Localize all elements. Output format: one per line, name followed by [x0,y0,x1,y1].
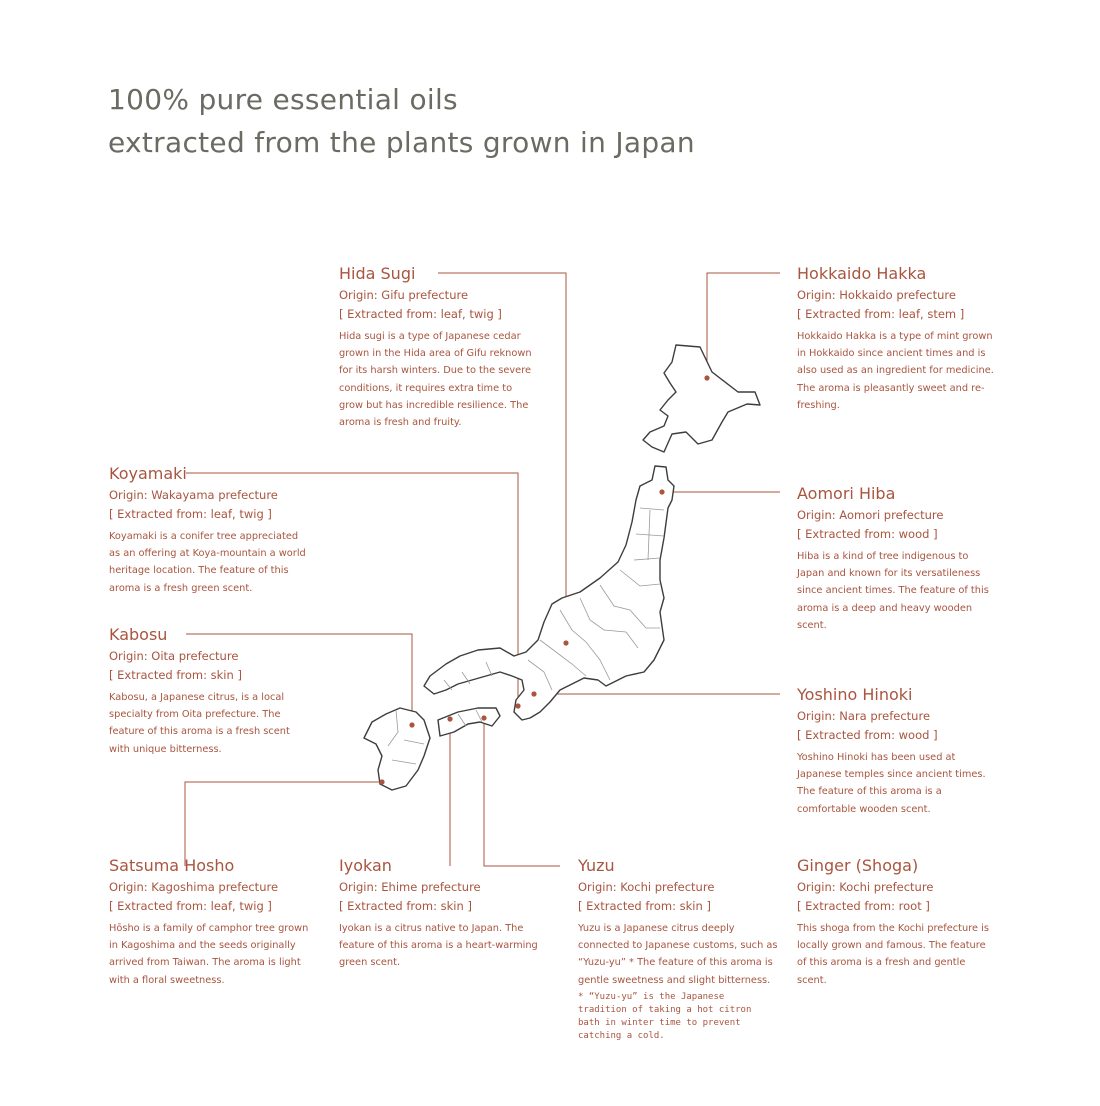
oil-name: Koyamaki [109,464,187,483]
shikoku-island [438,708,500,736]
oil-description: Hokkaido Hakka is a type of mint grown in Hokkaido since ancient times and is also used as an ingredient for medicine. The aroma is pleasantly sweet and re-freshing. [797,331,994,411]
oil-name: Hida Sugi [339,264,416,283]
oil-extracted-from: [ Extracted from: leaf, twig ] [109,899,272,913]
oil-name: Yoshino Hinoki [797,685,913,704]
oil-entry-ginger-shoga [797,856,995,989]
oil-description: Hiba is a kind of tree indigenous to Japan and known for its versatileness since ancient times. The feature of this aroma is a deep and heavy wooden scent. [797,551,989,631]
oil-origin: Origin: Aomori prefecture [797,508,944,522]
oil-description: Hōsho is a family of camphor tree grown in Kagoshima and the seeds originally arrived from Taiwan. The aroma is light with a floral sweetness. [109,923,309,986]
oil-extracted-from: [ Extracted from: root ] [797,899,930,913]
origin-dot-koyamaki [515,703,520,708]
oil-entry-koyamaki [109,464,309,597]
oil-extracted-from: [ Extracted from: leaf, stem ] [797,307,965,321]
connector-satsuma-hosho [185,782,382,866]
oil-entry-yoshino-hinoki [797,685,995,818]
oil-origin: Origin: Ehime prefecture [339,880,481,894]
origin-dot-kabosu [409,722,414,727]
oil-description: Iyokan is a citrus native to Japan. The feature of this aroma is a heart-warming green scent. [339,923,538,969]
honshu-island [424,466,674,720]
oil-footnote: * “Yuzu-yu” is the Japanese tradition of taking a hot citron bath in winter time to prevent catching a cold. [578,991,752,1041]
oil-description: Kabosu, a Japanese citrus, is a local specialty from Oita prefecture. The feature of this aroma is a fresh scent with unique bitterness. [109,692,290,755]
oil-name: Kabosu [109,625,168,644]
oil-entry-satsuma-hosho [109,856,309,989]
oil-origin: Origin: Kochi prefecture [578,880,715,894]
oil-origin: Origin: Kagoshima prefecture [109,880,279,894]
origin-dot-aomori-hiba [659,489,664,494]
oil-origin: Origin: Hokkaido prefecture [797,288,956,302]
oil-name: Hokkaido Hakka [797,264,927,283]
headline-line-1: 100% pure essential oils [108,83,458,116]
oil-extracted-from: [ Extracted from: skin ] [578,899,711,913]
oil-origin: Origin: Kochi prefecture [797,880,934,894]
oil-extracted-from: [ Extracted from: skin ] [339,899,472,913]
origin-dot-yuzu [481,715,486,720]
origin-dot-yoshino-hinoki [531,691,536,696]
connector-hokkaido-hakka [707,273,780,378]
oil-entry-iyokan [339,856,539,972]
oil-origin: Origin: Gifu prefecture [339,288,469,302]
oil-description: Hida sugi is a type of Japanese cedar grown in the Hida area of Gifu reknown for its harsh winters. Due to the severe conditions, it requires extra time to grow but has incredible resilience. The aroma is fresh and fruity. [339,331,532,429]
oil-description: This shoga from the Kochi prefecture is locally grown and famous. The feature of this aroma is a fresh and gentle scent. [797,923,989,986]
oil-description: Yuzu is a Japanese citrus deeply connected to Japanese customs, such as “Yuzu-yu” * The feature of this aroma is gentle sweetness and slight bitterness. [578,923,778,986]
oil-entry-yuzu [578,856,778,1043]
oil-extracted-from: [ Extracted from: skin ] [109,668,242,682]
oil-name: Ginger (Shoga) [797,856,919,875]
origin-dot-hokkaido-hakka [704,375,709,380]
oil-name: Aomori Hiba [797,484,896,503]
hokkaido-island [643,345,760,452]
oil-extracted-from: [ Extracted from: leaf, twig ] [339,307,502,321]
oil-origin: Origin: Nara prefecture [797,709,931,723]
oil-extracted-from: [ Extracted from: wood ] [797,527,938,541]
oil-origin: Origin: Oita prefecture [109,649,239,663]
origin-dot-hida-sugi [563,640,568,645]
connector-yuzu [484,718,560,866]
oil-entry-hida-sugi [339,264,539,431]
oil-entry-hokkaido-hakka [797,264,995,414]
oil-description: Koyamaki is a conifer tree appreciated as an offering at Koya-mountain a world heritage location. The feature of this aroma is a fresh green scent. [109,531,306,594]
oil-name: Yuzu [578,856,615,875]
headline-line-2: extracted from the plants grown in Japan [108,126,695,159]
oil-name: Iyokan [339,856,392,875]
oil-entry-aomori-hiba [797,484,995,634]
oil-extracted-from: [ Extracted from: leaf, twig ] [109,507,272,521]
oil-extracted-from: [ Extracted from: wood ] [797,728,938,742]
oil-origin: Origin: Wakayama prefecture [109,488,278,502]
oil-description: Yoshino Hinoki has been used at Japanese temples since ancient times. The feature of this aroma is a comfortable wooden scent. [797,752,986,815]
origin-dot-satsuma-hosho [379,779,384,784]
origin-dot-iyokan [447,716,452,721]
oil-entry-kabosu [109,625,309,758]
oil-name: Satsuma Hosho [109,856,235,875]
